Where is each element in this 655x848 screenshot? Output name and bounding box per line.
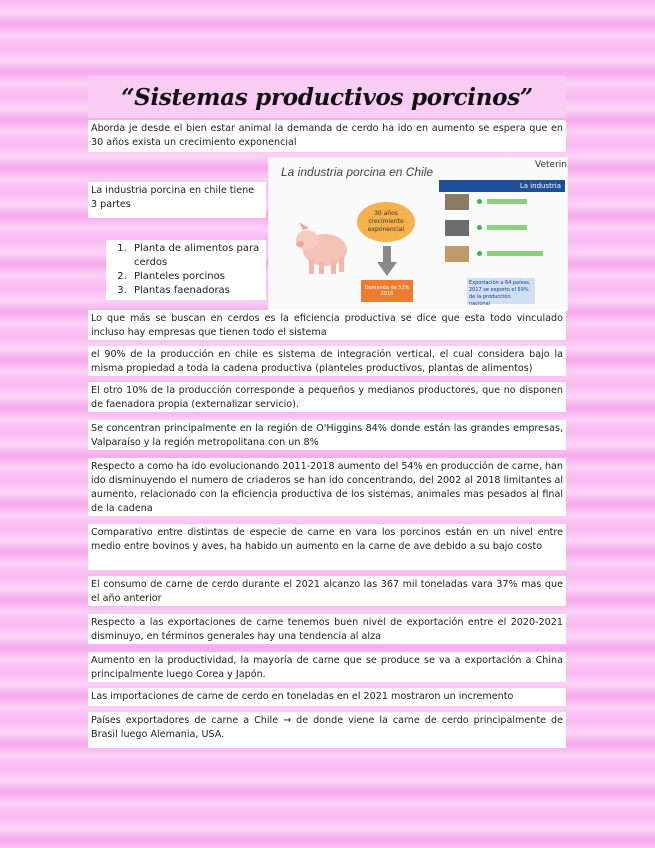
chain-thumb [445, 194, 469, 210]
chain-heading: La industria [439, 180, 565, 192]
parts-list [106, 240, 266, 300]
paragraph-text: Respecto a las exportaciones de carne tenemos buen nivel de exportación entre el 2020-2021 disminuyo, en términos generales hay una tendencia al alza [91, 617, 563, 642]
university-logo: Veterin [535, 160, 567, 170]
parts-intro-text: La industria porcina en chile tiene 3 partes [91, 185, 255, 210]
image-heading: La industria porcina en Chile [281, 165, 434, 179]
paragraph-text: Respecto a como ha ido evolucionando 2011-2018 aumento del 54% en producción de carne, han ido disminuyendo el numero de criaderos se han ido concentrando, del 2002 al 2018 limitantes al aumento, relacionado con la eficiencia productiva de los sistemas, animales mas pesados al final de la cadena [91, 461, 563, 514]
paragraph-text: Países exportadores de carne a Chile → de donde viene la carne de cerdo principalmente de Brasil luego Alemania, USA. [91, 715, 563, 740]
page-title: “Sistemas productivos porcinos” [121, 83, 533, 111]
chain-bar [487, 251, 543, 256]
chain-dot [477, 251, 482, 256]
paragraph-text: Lo que más se buscan en cerdos es la eficiencia productiva se dice que esta todo vinculado incluso hay empresas que tienen todo el sistema [91, 313, 563, 338]
paragraph-text: Las importaciones de carne de cerdo en toneladas en el 2021 mostraron un incremento [91, 691, 514, 702]
list-item: 3. Plantas faenadoras [130, 284, 266, 298]
down-arrow-icon [377, 246, 397, 276]
paragraph-text: Comparativo entre distintas de especie de carne en vara los porcinos están en un nivel entre medio entre bovinos y aves, ha habido un aumento en la carne de ave debido a su bajo costo [91, 527, 563, 552]
chain-bar [487, 225, 527, 230]
paragraph-text: El otro 10% de la producción corresponde a pequeños y medianos productores, que no disponen de faenadora propia (externalizar servicio). [91, 385, 563, 410]
demand-box: Demanda de 53% 2016 [361, 280, 413, 302]
title-banner [88, 76, 566, 118]
chain-thumb [445, 220, 469, 236]
growth-bubble: 30 años crecimiento exponencial [357, 202, 415, 242]
pig-illustration [293, 214, 353, 276]
paragraph-block [88, 712, 566, 748]
paragraph-text: El consumo de carne de cerdo durante el 2021 alcanzo las 367 mil toneladas vara 37% mas que el año anterior [91, 579, 563, 604]
paragraph-block [88, 576, 566, 606]
chain-row [445, 246, 563, 264]
intro-block [88, 120, 566, 152]
paragraph-block [88, 310, 566, 340]
paragraph-block [88, 458, 566, 516]
paragraph-block [88, 688, 566, 706]
paragraph-block [88, 652, 566, 682]
list-item: 1. Planta de alimentos para cerdos [130, 242, 266, 270]
chain-row [445, 194, 563, 212]
chain-thumb [445, 246, 469, 262]
intro-text: Aborda je desde el bien estar animal la demanda de cerdo ha ido en aumento se espera que en 30 años exista un crecimiento exponencial [91, 123, 563, 148]
list-item: 2. Planteles porcinos [130, 270, 266, 284]
paragraph-block [88, 346, 566, 376]
chain-dot [477, 199, 482, 204]
chain-row [445, 220, 563, 238]
paragraph-text: el 90% de la producción en chile es sistema de integración vertical, el cual considera bajo la misma propiedad a toda la cadena productiva (planteles productivos, plantas de alimentos) [91, 349, 563, 374]
paragraph-block [88, 614, 566, 644]
export-box: Exportación a 64 países, 2017 se exporto el 59% de la producción nacional [467, 278, 535, 304]
paragraph-block [88, 524, 566, 570]
paragraph-text: Aumento en la productividad, la mayoría de carne que se produce se va a exportación a China principalmente luego Corea y Japón. [91, 655, 563, 680]
paragraph-block [88, 382, 566, 412]
parts-intro-block [88, 182, 266, 218]
paragraph-text: Se concentran principalmente en la región de O'Higgins 84% donde están las grandes empresas, Valparaíso y la región metropolitana con un 8% [91, 423, 563, 448]
paragraph-block [88, 420, 566, 450]
chain-dot [477, 225, 482, 230]
industry-image [268, 157, 568, 311]
chain-bar [487, 199, 527, 204]
